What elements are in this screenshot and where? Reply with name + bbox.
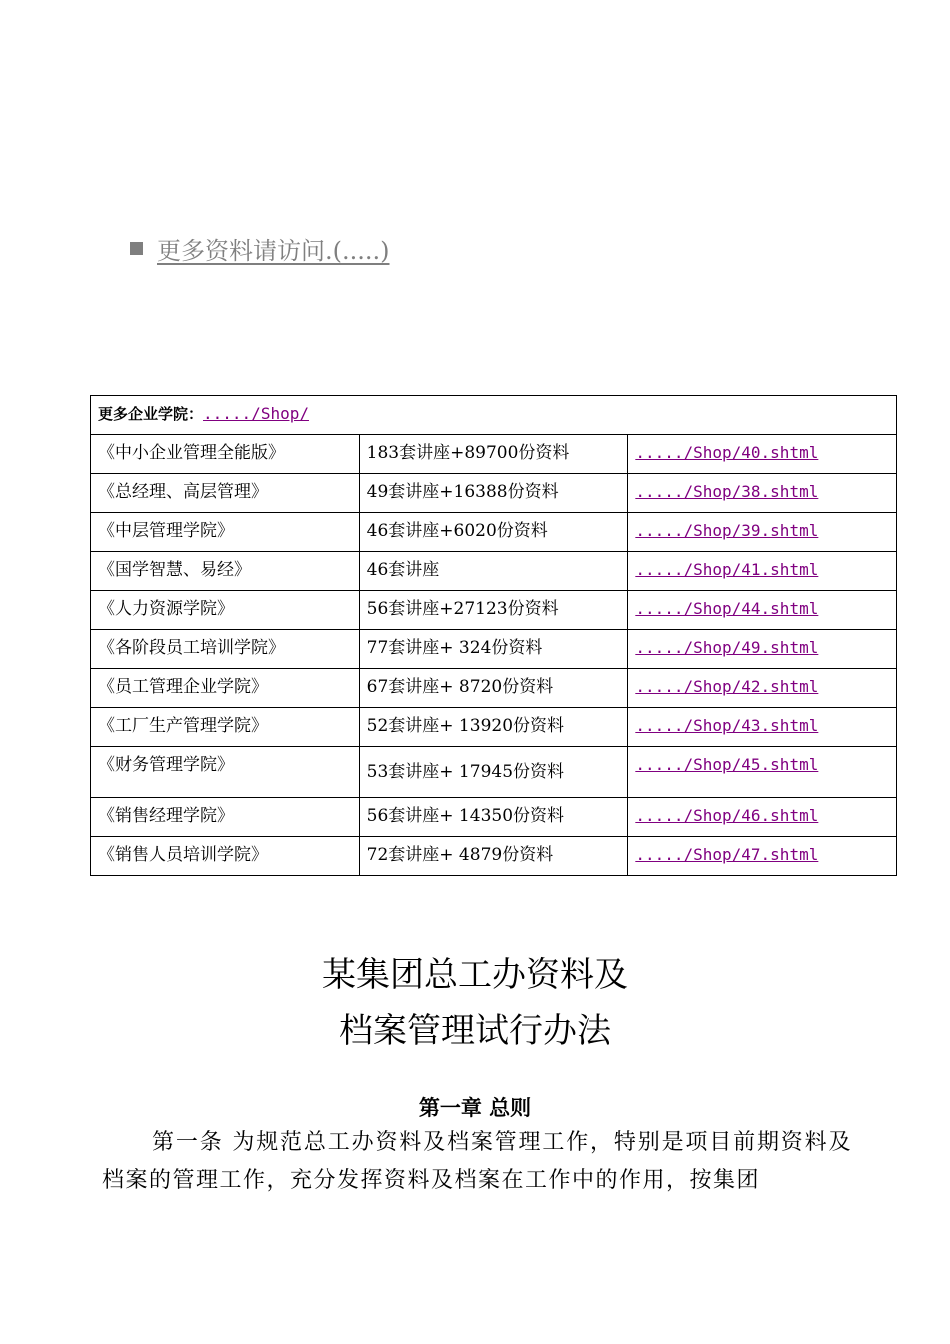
course-name: 《总经理、高层管理》	[91, 474, 360, 513]
article-paragraph: 第一条 为规范总工办资料及档案管理工作，特别是项目前期资料及档案的管理工作，充分发挥资料及档案在工作中的作用，按集团	[102, 1130, 852, 1193]
table-row	[91, 669, 897, 708]
course-name: 《各阶段员工培训学院》	[91, 630, 360, 669]
course-desc: 49套讲座+16388份资料	[359, 474, 628, 513]
course-desc: 56套讲座+ 14350份资料	[359, 798, 628, 837]
table-header-label: 更多企业学院：	[98, 405, 204, 423]
course-link[interactable]: ...../Shop/40.shtml	[635, 443, 819, 462]
table-row	[91, 435, 897, 474]
document-title-line1: 某集团总工办资料及	[322, 955, 628, 995]
course-desc: 53套讲座+ 17945份资料	[359, 747, 628, 798]
course-name: 《国学智慧、易经》	[91, 552, 360, 591]
course-name: 《中小企业管理全能版》	[91, 435, 360, 474]
course-name: 《销售人员培训学院》	[91, 837, 360, 876]
course-link[interactable]: ...../Shop/46.shtml	[635, 806, 819, 825]
course-name: 《财务管理学院》	[91, 747, 360, 798]
course-desc: 77套讲座+ 324份资料	[359, 630, 628, 669]
table-row	[91, 474, 897, 513]
course-name: 《人力资源学院》	[91, 591, 360, 630]
more-resources-text: 更多资料请访问.(.....)	[157, 237, 390, 265]
course-link[interactable]: ...../Shop/49.shtml	[635, 638, 819, 657]
document-title-line2: 档案管理试行办法	[339, 1011, 611, 1051]
course-link[interactable]: ...../Shop/43.shtml	[635, 716, 819, 735]
table-row	[91, 552, 897, 591]
course-link[interactable]: ...../Shop/41.shtml	[635, 560, 819, 579]
course-link[interactable]: ...../Shop/38.shtml	[635, 482, 819, 501]
course-desc: 52套讲座+ 13920份资料	[359, 708, 628, 747]
shop-link[interactable]: ...../Shop/	[203, 404, 309, 423]
course-desc: 46套讲座	[359, 552, 628, 591]
course-link[interactable]: ...../Shop/44.shtml	[635, 599, 819, 618]
table-row	[91, 513, 897, 552]
course-desc: 56套讲座+27123份资料	[359, 591, 628, 630]
table-row	[91, 837, 897, 876]
table-row	[91, 747, 897, 798]
table-row	[91, 798, 897, 837]
course-link[interactable]: ...../Shop/39.shtml	[635, 521, 819, 540]
square-bullet-icon	[130, 242, 143, 255]
course-name: 《员工管理企业学院》	[91, 669, 360, 708]
course-table	[90, 395, 897, 876]
more-resources-link[interactable]	[130, 231, 390, 266]
course-link[interactable]: ...../Shop/47.shtml	[635, 845, 819, 864]
course-desc: 67套讲座+ 8720份资料	[359, 669, 628, 708]
course-link[interactable]: ...../Shop/45.shtml	[635, 755, 819, 774]
table-header-cell	[91, 396, 897, 435]
course-desc: 183套讲座+89700份资料	[359, 435, 628, 474]
course-name: 《销售经理学院》	[91, 798, 360, 837]
course-link[interactable]: ...../Shop/42.shtml	[635, 677, 819, 696]
chapter-heading: 第一章 总则	[418, 1096, 532, 1120]
table-row	[91, 591, 897, 630]
course-name: 《工厂生产管理学院》	[91, 708, 360, 747]
table-row	[91, 630, 897, 669]
table-row	[91, 708, 897, 747]
course-name: 《中层管理学院》	[91, 513, 360, 552]
course-desc: 46套讲座+6020份资料	[359, 513, 628, 552]
course-desc: 72套讲座+ 4879份资料	[359, 837, 628, 876]
table-header-row	[91, 396, 897, 435]
